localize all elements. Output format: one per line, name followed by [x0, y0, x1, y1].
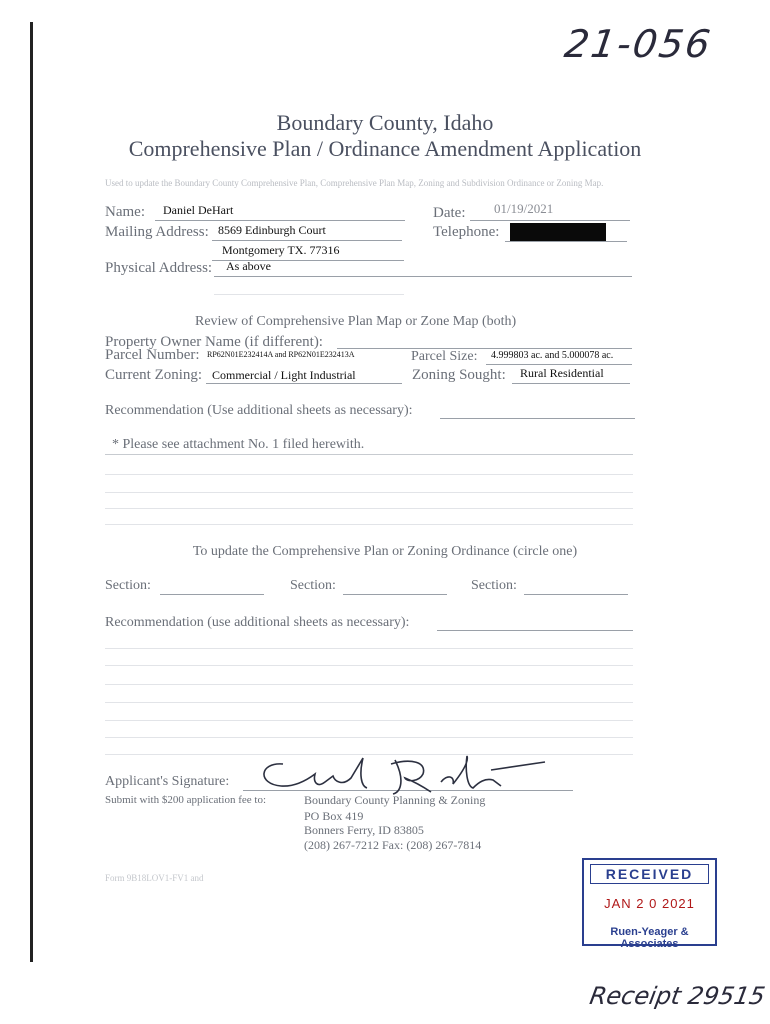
ordinance-line-2 — [105, 665, 633, 666]
stamp-heading: RECEIVED — [590, 864, 709, 884]
office-city: Bonners Ferry, ID 83805 — [304, 823, 424, 837]
parcel-size-value[interactable]: 4.999803 ac. and 5.000078 ac. — [491, 350, 614, 361]
signature-label: Applicant's Signature: — [105, 774, 230, 789]
section-label-1: Section: — [105, 578, 151, 593]
stamp-date: JAN 2 0 2021 — [604, 896, 695, 911]
zoning-sought-underline — [512, 383, 630, 384]
receipt-note-handwritten: Receipt 29515 — [587, 982, 768, 1010]
physical-underline — [214, 276, 632, 277]
name-value[interactable]: Daniel DeHart — [163, 203, 234, 217]
county-title: Boundary County, Idaho — [276, 110, 494, 135]
parcel-size-underline — [486, 364, 632, 365]
physical-underline-2 — [214, 294, 404, 295]
property-owner-label: Property Owner Name (if different): — [105, 334, 323, 350]
telephone-label: Telephone: — [433, 224, 500, 240]
form-number: Form 9B18LOV1-FV1 and — [105, 873, 204, 883]
parcel-number-value[interactable]: RP62N01E232414A and RP62N01E232413A — [207, 350, 355, 359]
date-label: Date: — [433, 205, 466, 221]
current-zoning-underline — [206, 383, 402, 384]
review-heading: Review of Comprehensive Plan Map or Zone Map (both) — [195, 314, 517, 329]
section-label-3: Section: — [471, 578, 517, 593]
mailing-address-label: Mailing Address: — [105, 224, 209, 240]
section-underline-1 — [160, 594, 264, 595]
office-name: Boundary County Planning & Zoning — [304, 793, 486, 807]
parcel-size-label: Parcel Size: — [411, 349, 478, 364]
physical-address-label: Physical Address: — [105, 260, 213, 276]
telephone-redaction — [510, 223, 606, 241]
current-zoning-value[interactable]: Commercial / Light Industrial — [212, 368, 356, 382]
ordinance-recommendation-underline — [437, 630, 633, 631]
zoning-sought-label: Zoning Sought: — [412, 367, 506, 383]
recommendation-line-4 — [105, 508, 633, 509]
office-phones: (208) 267-7212 Fax: (208) 267-7814 — [304, 838, 482, 852]
form-title: Comprehensive Plan / Ordinance Amendment Application — [128, 136, 642, 161]
mailing-address-line2[interactable]: Montgomery TX. 77316 — [222, 243, 340, 257]
ordinance-line-4 — [105, 702, 633, 703]
received-stamp — [582, 858, 717, 950]
stamp-firm: Ruen-Yeager & Associates — [610, 926, 689, 950]
ordinance-line-3 — [105, 684, 633, 685]
date-underline — [470, 220, 630, 221]
section-underline-3 — [524, 594, 628, 595]
scan-edge-line — [30, 22, 33, 962]
ordinance-heading: To update the Comprehensive Plan or Zoning Ordinance (circle one) — [192, 544, 578, 559]
case-number-handwritten: 21-056 — [561, 22, 715, 66]
telephone-underline — [505, 241, 627, 242]
property-owner-underline — [337, 348, 632, 349]
recommendation-text[interactable]: * Please see attachment No. 1 filed herewith. — [112, 437, 365, 452]
recommendation-line-2 — [105, 474, 633, 475]
mailing-underline-1 — [212, 240, 402, 241]
office-po-box: PO Box 419 — [304, 809, 364, 823]
current-zoning-label: Current Zoning: — [105, 367, 203, 383]
recommendation-line-5 — [105, 524, 633, 525]
ordinance-line-6 — [105, 737, 633, 738]
recommendation-label: Recommendation (Use additional sheets as necessary): — [105, 403, 413, 418]
ordinance-recommendation-label: Recommendation (use additional sheets as necessary): — [105, 615, 410, 630]
recommendation-underline — [440, 418, 635, 419]
recommendation-line-1 — [105, 454, 633, 455]
mailing-address-line1[interactable]: 8569 Edinburgh Court — [218, 223, 326, 237]
submit-label: Submit with $200 application fee to: — [105, 794, 267, 806]
form-subtitle: Used to update the Boundary County Comprehensive Plan, Comprehensive Plan Map, Zoning and Subdivision Ordinance or Zoning Map. — [105, 178, 604, 188]
recommendation-line-3 — [105, 492, 633, 493]
parcel-number-label: Parcel Number: — [105, 347, 200, 363]
ordinance-line-5 — [105, 720, 633, 721]
ordinance-line-1 — [105, 648, 633, 649]
section-underline-2 — [343, 594, 447, 595]
physical-address-value[interactable]: As above — [226, 259, 271, 273]
name-label: Name: — [105, 204, 145, 220]
name-underline — [155, 220, 405, 221]
date-value[interactable]: 01/19/2021 — [494, 201, 554, 216]
zoning-sought-value[interactable]: Rural Residential — [520, 366, 604, 380]
section-label-2: Section: — [290, 578, 336, 593]
